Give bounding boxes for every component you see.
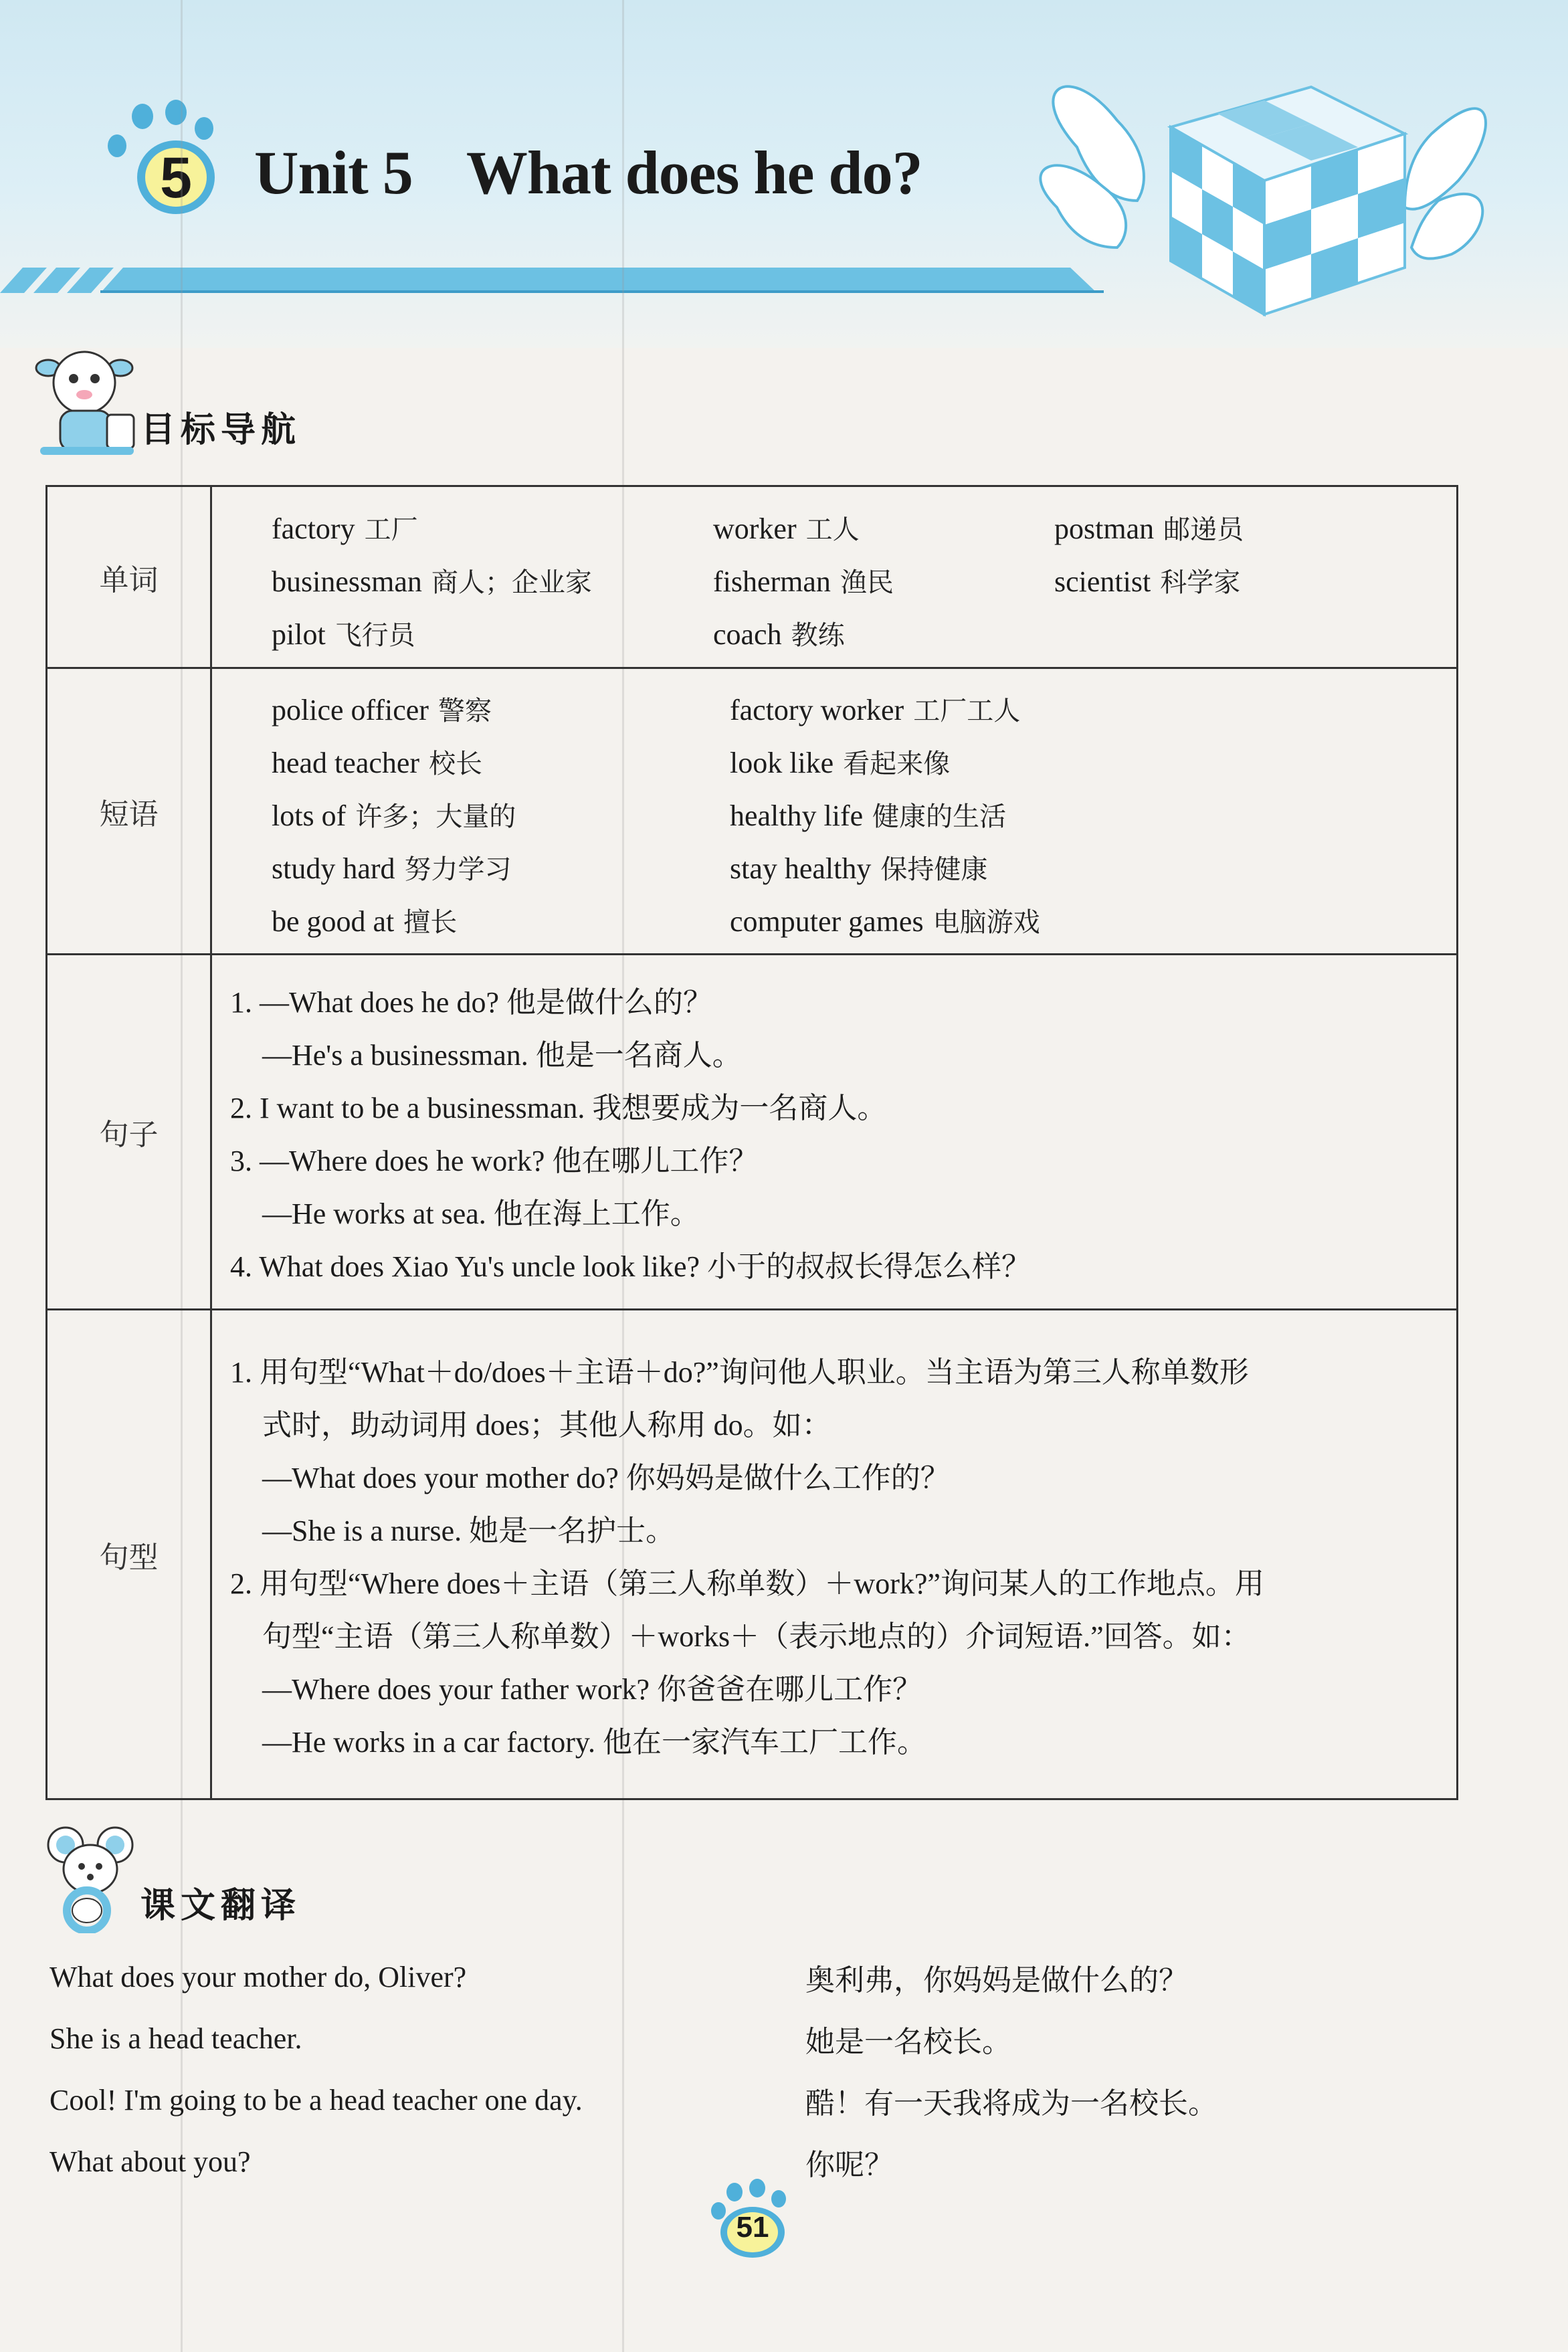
english-line: What about you? bbox=[50, 2145, 251, 2178]
pattern-line: —He works in a car factory. 他在一家汽车工厂工作。 bbox=[262, 1725, 927, 1759]
table-row bbox=[47, 486, 1458, 668]
translation-section-heading bbox=[40, 1820, 375, 1940]
mouse-mascot-icon bbox=[40, 1820, 140, 1933]
chinese-line: 她是一名校长。 bbox=[805, 2025, 1011, 2059]
translation-row bbox=[50, 2022, 1488, 2083]
phrase-item: factory worker 工厂工人 bbox=[730, 694, 1021, 726]
category-cell: 句型 bbox=[47, 1310, 211, 1799]
goal-section-title: 目标导航 bbox=[140, 410, 302, 450]
vocab-cell bbox=[211, 486, 1458, 668]
pattern-line: 式时，助动词用 does；其他人称用 do。如： bbox=[262, 1408, 831, 1442]
rubik-cube-illustration bbox=[1030, 47, 1498, 334]
pattern-cell bbox=[211, 1310, 1458, 1799]
vocab-item: fisherman 渔民 bbox=[713, 565, 894, 598]
page-number: 51 bbox=[736, 2211, 769, 2244]
phrase-item: be good at 擅长 bbox=[272, 905, 458, 938]
pattern-line: 1. 用句型“What＋do/does＋主语＋do?”询问他人职业。当主语为第三人称单数形 bbox=[230, 1355, 1249, 1389]
unit-paw-badge bbox=[97, 94, 231, 227]
category-cell: 句子 bbox=[47, 955, 211, 1310]
chinese-line: 你呢？ bbox=[805, 2148, 894, 2182]
vocab-item: pilot 飞行员 bbox=[272, 618, 415, 651]
vocab-item: coach 教练 bbox=[713, 618, 845, 651]
sentence-line: —He works at sea. 他在海上工作。 bbox=[262, 1197, 700, 1230]
table-row bbox=[47, 955, 1458, 1310]
vocab-item: worker 工人 bbox=[713, 512, 860, 545]
phrase-cell bbox=[211, 668, 1458, 955]
translation-row bbox=[50, 1960, 1488, 2022]
translation-section-title: 课文翻译 bbox=[140, 1886, 302, 1926]
vocab-item: businessman 商人；企业家 bbox=[272, 565, 592, 598]
unit-number: 5 bbox=[160, 146, 192, 210]
sentence-line: 3. —Where does he work? 他在哪儿工作？ bbox=[230, 1145, 759, 1177]
table-row bbox=[47, 1310, 1458, 1799]
unit-heading: What does he do? bbox=[466, 138, 922, 207]
pattern-line: 句型“主语（第三人称单数）＋works＋（表示地点的）介词短语.”回答。如： bbox=[262, 1620, 1251, 1653]
chinese-line: 奥利弗，你妈妈是做什么的？ bbox=[805, 1963, 1188, 1997]
pattern-line: 2. 用句型“Where does＋主语（第三人称单数）＋work?”询问某人的工作地点。用 bbox=[230, 1567, 1264, 1600]
vocab-item: factory 工厂 bbox=[272, 512, 418, 545]
sentence-line: 2. I want to be a businessman. 我想要成为一名商人。 bbox=[230, 1092, 887, 1124]
phrase-item: look like 看起来像 bbox=[730, 747, 951, 779]
english-line: She is a head teacher. bbox=[50, 2022, 302, 2055]
goal-table bbox=[45, 485, 1458, 1800]
pattern-line: —She is a nurse. 她是一名护士。 bbox=[262, 1514, 676, 1547]
chinese-line: 酷！有一天我将成为一名校长。 bbox=[805, 2086, 1217, 2121]
table-row bbox=[47, 668, 1458, 955]
english-line: Cool! I'm going to be a head teacher one day. bbox=[50, 2084, 583, 2117]
pattern-line: —Where does your father work? 你爸爸在哪儿工作？ bbox=[262, 1672, 922, 1706]
phrase-item: computer games 电脑游戏 bbox=[730, 905, 1040, 938]
sentence-cell bbox=[211, 955, 1458, 1310]
sentence-line: —He's a businessman. 他是一名商人。 bbox=[262, 1039, 742, 1072]
vocab-item: postman 邮递员 bbox=[1054, 512, 1244, 545]
phrase-item: study hard 努力学习 bbox=[272, 852, 512, 885]
vocab-item: scientist 科学家 bbox=[1054, 565, 1241, 598]
goat-mascot-icon bbox=[33, 341, 140, 462]
unit-label: Unit 5 bbox=[254, 138, 413, 207]
pattern-line: —What does your mother do? 你妈妈是做什么工作的？ bbox=[262, 1461, 950, 1494]
phrase-item: head teacher 校长 bbox=[272, 747, 483, 779]
translation-row bbox=[50, 2083, 1488, 2145]
sentence-line: 1. —What does he do? 他是做什么的？ bbox=[230, 986, 712, 1019]
category-cell: 短语 bbox=[47, 668, 211, 955]
phrase-item: healthy life 健康的生活 bbox=[730, 799, 1007, 832]
phrase-item: police officer 警察 bbox=[272, 694, 492, 726]
english-line: What does your mother do, Oliver? bbox=[50, 1961, 467, 1993]
phrase-item: lots of 许多；大量的 bbox=[272, 799, 516, 832]
phrase-item: stay healthy 保持健康 bbox=[730, 852, 988, 885]
translation-block bbox=[50, 1960, 1488, 2206]
sentence-line: 4. What does Xiao Yu's uncle look like? 小于的叔叔长得怎么样？ bbox=[230, 1250, 1032, 1283]
category-cell: 单词 bbox=[47, 486, 211, 668]
page-title bbox=[254, 137, 922, 208]
goal-section-heading bbox=[33, 341, 368, 462]
page-number-badge bbox=[709, 2177, 796, 2258]
